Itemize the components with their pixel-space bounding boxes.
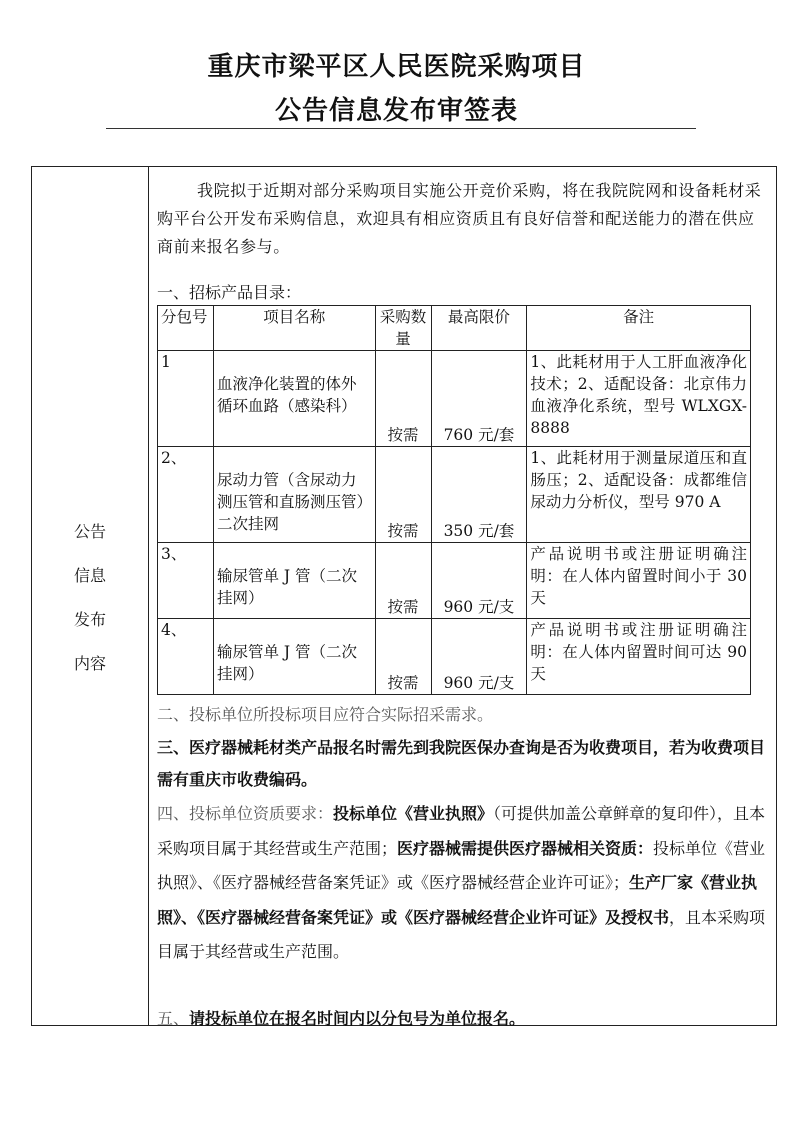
cell-no: 2、 (158, 447, 214, 543)
cell-name: 输尿管单 J 管（二次挂网） (213, 619, 375, 695)
table-row (158, 351, 751, 447)
page-subtitle: 公告信息发布审签表 (274, 96, 518, 126)
intro-paragraph: 我院拟于近期对部分采购项目实施公开竞价采购，将在我院院网和设备耗材采购平台公开发布采购信息，欢迎具有相应资质且有良好信誉和配送能力的潜在供应商前来报名参与。 (157, 181, 762, 256)
cell-qty: 按需 (375, 619, 431, 695)
col-header-qty: 采购数量 (375, 306, 431, 351)
cell-price: 760 元/套 (431, 351, 527, 447)
side-label-line: 内容 (73, 654, 106, 673)
form-frame (31, 166, 777, 1026)
section5-prefix: 五、 (157, 1009, 190, 1028)
col-header-no: 分包号 (158, 306, 214, 351)
cell-note: 1、此耗材用于测量尿道压和直肠压；2、适配设备：成都维信尿动力分析仪，型号 970 A (527, 447, 751, 543)
cell-price: 960 元/支 (431, 619, 527, 695)
cell-no: 3、 (158, 543, 214, 619)
cell-no: 1 (158, 351, 214, 447)
page-title: 重庆市梁平区人民医院采购项目 (207, 52, 586, 82)
section3-text: 三、医疗器械耗材类产品报名时需先到我院医保办查询是否为收费项目，若为收费项目需有重庆市收费编码。 (157, 738, 766, 789)
cell-note: 产品说明书或注册证明确注明：在人体内留置时间小于 30 天 (527, 543, 751, 619)
cell-name: 尿动力管（含尿动力测压管和直肠测压管）二次挂网 (213, 447, 375, 543)
table-row (158, 447, 751, 543)
section4-bold-3: 生产厂家《营业执照》、《医疗器械经营备案凭证》或《医疗器械经营企业许可证》及授权书 (157, 873, 758, 927)
side-label-cell (32, 167, 149, 1025)
cell-price: 960 元/支 (431, 543, 527, 619)
cell-price: 350 元/套 (431, 447, 527, 543)
section4-text (157, 797, 769, 970)
section4-bold-1: 投标单位《营业执照》 (333, 804, 494, 823)
table-header-row (158, 306, 751, 351)
cell-note: 1、此耗材用于人工肝血液净化技术；2、适配设备：北京伟力血液净化系统，型号 WLXGX-8888 (527, 351, 751, 447)
cell-qty: 按需 (375, 447, 431, 543)
section4-text-2: 投标单位《营业执照》、《医疗器械经营备案凭证》或《医疗器械经营企业许可证》； (157, 838, 766, 892)
section5-text (157, 1005, 769, 1033)
section2-text: 二、投标单位所投标项目应符合实际招采需求。 (157, 705, 494, 724)
section1-title: 一、招标产品目录： (157, 283, 302, 302)
title-divider (106, 128, 696, 129)
cell-no: 4、 (158, 619, 214, 695)
col-header-note: 备注 (527, 306, 751, 351)
cell-qty: 按需 (375, 351, 431, 447)
product-table (157, 305, 751, 695)
table-row (158, 619, 751, 695)
side-label-line: 公告 (73, 522, 106, 541)
table-row (158, 543, 751, 619)
section5-body: 请投标单位在报名时间内以分包号为单位报名。 (189, 1009, 526, 1028)
section4-text-3: ，且本采购项目属于其经营或生产范围。 (157, 907, 766, 961)
side-label-line: 发布 (73, 610, 106, 629)
section4-text-1: （可提供加盖公章鲜章的复印件），且本采购项目属于其经营或生产范围； (157, 804, 766, 858)
section4-prefix: 四、投标单位资质要求： (157, 804, 334, 823)
section4-bold-2: 医疗器械需提供医疗器械相关资质： (397, 838, 654, 858)
col-header-name: 项目名称 (213, 306, 375, 351)
col-header-price: 最高限价 (431, 306, 527, 351)
cell-qty: 按需 (375, 543, 431, 619)
cell-note: 产品说明书或注册证明确注明：在人体内留置时间可达 90 天 (527, 619, 751, 695)
cell-name: 血液净化装置的体外循环血路（感染科） (213, 351, 375, 447)
side-label-line: 信息 (73, 566, 106, 585)
cell-name: 输尿管单 J 管（二次挂网） (213, 543, 375, 619)
